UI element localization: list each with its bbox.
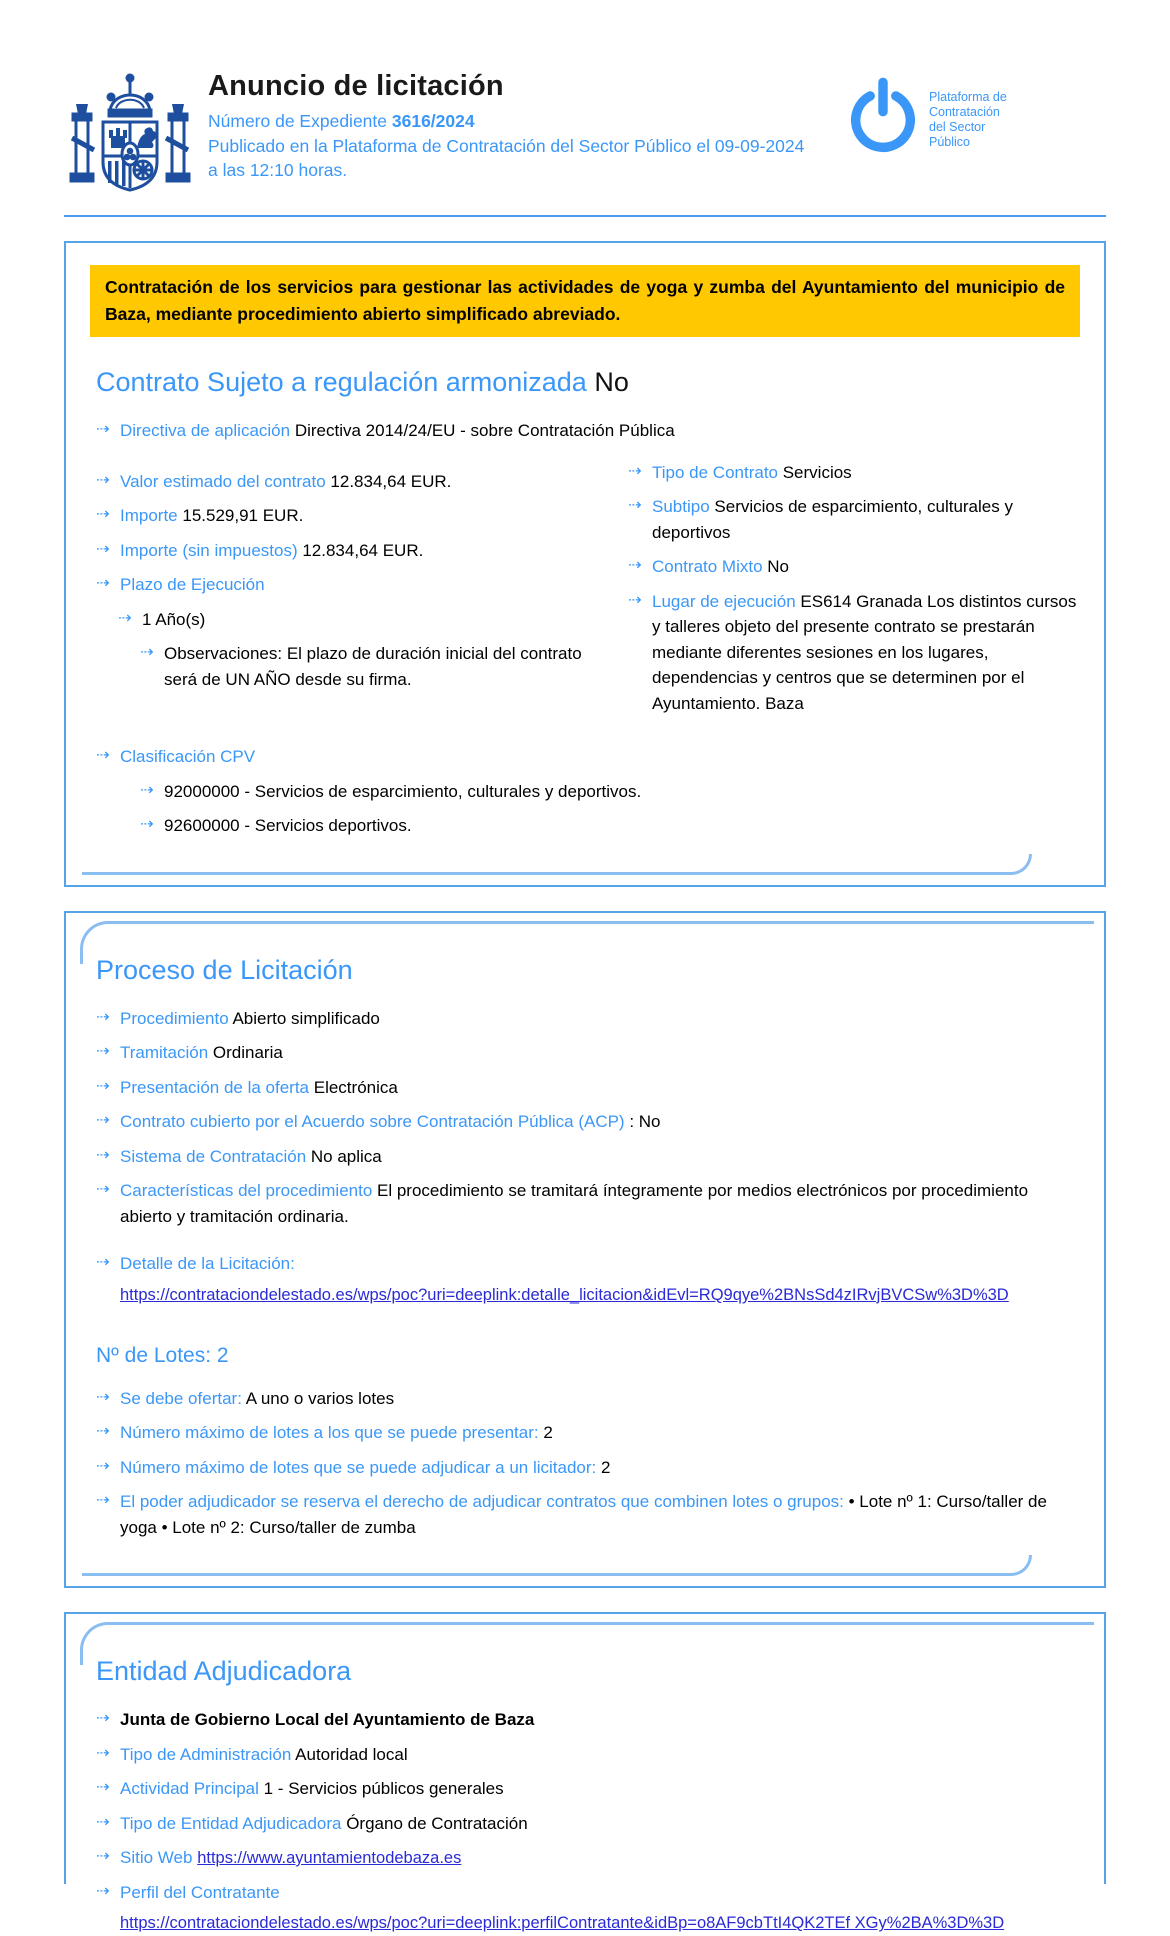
field-value: 2 [538,1423,553,1442]
dashed-arrow-icon: ⇢ [628,497,642,515]
expediente-label: Número de Expediente [208,111,392,131]
field-tipo-administracion [96,1742,1080,1768]
dashed-arrow-icon: ⇢ [96,1112,110,1130]
lotes-heading: Nº de Lotes: 2 [96,1343,229,1367]
document-header [64,0,1106,199]
field-detalle-licitacion [96,1251,1080,1277]
dashed-arrow-icon: ⇢ [96,1813,110,1831]
logo-line: Plataforma de [929,90,1007,104]
power-button-icon [841,76,925,165]
field-value: Órgano de Contratación [341,1813,528,1833]
dashed-arrow-icon: ⇢ [140,781,154,799]
field-lugar-ejecucion [628,589,1080,717]
field-value: 92000000 - Servicios de esparcimiento, culturales y deportivos. [164,781,642,801]
field-value: Servicios [778,462,852,482]
box-corner-decoration [82,1555,1032,1576]
field-value: 12.834,64 EUR. [297,540,424,560]
field-label: Tipo de Administración [120,1744,292,1764]
field-label: Sitio Web [120,1848,193,1867]
field-label: Directiva de aplicación [120,421,291,441]
field-perfil-contratante [96,1880,1080,1906]
field-max-lotes-presentar [96,1420,1080,1446]
dashed-arrow-icon: ⇢ [96,540,110,558]
dashed-arrow-icon: ⇢ [118,609,132,627]
field-value: Electrónica [309,1077,398,1097]
heading-label: Contrato Sujeto a regulación armonizada [96,367,587,398]
cpv-item [140,779,1080,805]
logo-line: del Sector [929,120,986,134]
field-label: Presentación de la oferta [120,1077,310,1097]
logo-line: Público [929,135,970,149]
section-heading-entidad: Entidad Adjudicadora [96,1656,352,1686]
field-value: 2 [596,1457,611,1477]
field-label: Clasificación CPV [120,747,256,767]
dashed-arrow-icon: ⇢ [96,1710,110,1727]
field-tipo-entidad [96,1811,1080,1837]
perfil-contratante-link[interactable]: https://contrataciondelestado.es/wps/poc?uri=deeplink:perfilContratante&idBp=o8AF9cbTtI4QK2TEf XGy%2BA%3D%3D [120,1914,1005,1933]
field-plazo-valor [118,607,604,633]
field-label: Sistema de Contratación [120,1146,307,1166]
field-importe [96,503,604,529]
field-label: Se debe ofertar: [120,1388,242,1408]
field-contrato-mixto [628,554,1080,580]
box-corner-decoration [82,854,1032,875]
detalle-licitacion-link[interactable]: https://contrataciondelestado.es/wps/poc?uri=deeplink:detalle_licitacion&idEvl=RQ9qye%2BNsSd4zIRvjBVCSw%3D%3D [120,1285,1009,1304]
field-se-debe-ofertar [96,1386,1080,1412]
heading-value: No [586,367,629,398]
field-value: Junta de Gobierno Local del Ayuntamiento de Baza [120,1710,535,1729]
field-value: 12.834,64 EUR. [325,471,452,491]
dashed-arrow-icon: ⇢ [628,591,642,609]
field-caracteristicas [96,1178,1080,1229]
field-value: Ordinaria [208,1043,283,1063]
field-label: Lugar de ejecución [652,591,796,611]
field-sistema-contratacion [96,1144,1080,1170]
field-importe-sin-impuestos [96,538,604,564]
field-value: ES614 Granada Los distintos cursos y talleres objeto del presente contrato se prestarán mediante diferentes sesiones en los lugares, dependencias y centros que se determinen por el Ayuntamiento. Baza [652,591,1077,713]
field-combinar-lotes [96,1489,1080,1540]
dashed-arrow-icon: ⇢ [140,816,154,834]
field-label: Número máximo de lotes que se puede adjudicar a un licitador: [120,1457,597,1477]
dashed-arrow-icon: ⇢ [96,1043,110,1061]
section-heading-proceso: Proceso de Licitación [96,954,353,985]
field-label: Contrato cubierto por el Acuerdo sobre Contratación Pública (ACP) [120,1112,625,1132]
contract-object-banner: Contratación de los servicios para gestionar las actividades de yoga y zumba del Ayuntamiento del municipio de Baza, mediante procedimiento abierto simplificado abreviado. [90,265,1080,337]
page-title: Anuncio de licitación [208,70,504,102]
field-value: No aplica [306,1146,382,1166]
placsp-logo-text [925,76,1007,150]
field-sitio-web [96,1845,1080,1871]
placsp-logo [841,64,1106,165]
field-label: Tipo de Entidad Adjudicadora [120,1813,342,1833]
field-value: No [762,557,790,577]
dashed-arrow-icon: ⇢ [628,462,642,480]
cpv-item [140,813,1080,839]
dashed-arrow-icon: ⇢ [96,1388,110,1406]
field-directiva [96,418,1080,444]
field-label: Importe (sin impuestos) [120,540,298,560]
sitio-web-link[interactable]: https://www.ayuntamientodebaza.es [197,1849,462,1867]
field-label: Valor estimado del contrato [120,471,326,491]
expediente-number: 3616/2024 [391,111,475,131]
contrato-right-column [628,460,1080,717]
dashed-arrow-icon: ⇢ [96,747,110,765]
header-titles [200,64,841,183]
field-clasificacion-cpv [96,744,1080,770]
dashed-arrow-icon: ⇢ [96,575,110,593]
dashed-arrow-icon: ⇢ [96,1779,110,1796]
section-entidad [64,1612,1106,1933]
spain-coat-of-arms-icon [64,64,200,199]
dashed-arrow-icon: ⇢ [96,1457,110,1475]
field-subtipo [628,494,1080,545]
field-actividad-principal [96,1776,1080,1802]
field-value: 92600000 - Servicios deportivos. [164,816,412,836]
dashed-arrow-icon: ⇢ [96,1744,110,1762]
section-proceso [64,911,1106,1588]
dashed-arrow-icon: ⇢ [96,506,110,524]
field-label: Actividad Principal [120,1779,259,1798]
dashed-arrow-icon: ⇢ [96,1882,110,1900]
logo-line: Contratación [929,105,1000,119]
dashed-arrow-icon: ⇢ [140,644,154,662]
dashed-arrow-icon: ⇢ [96,1423,110,1440]
field-value: El procedimiento se tramitará íntegramente por medios electrónicos por procedimiento abierto y tramitación ordinaria. [120,1181,1029,1226]
perfil-link-row [96,1911,1080,1936]
field-valor-estimado [96,469,604,495]
field-label: Número máximo de lotes a los que se puede presentar: [120,1423,539,1442]
field-value: 1 - Servicios públicos generales [258,1779,504,1798]
field-value: Directiva 2014/24/EU - sobre Contratación Pública [290,421,675,441]
dashed-arrow-icon: ⇢ [96,1146,110,1164]
field-label: Tramitación [120,1043,209,1063]
field-value: Abierto simplificado [228,1008,380,1028]
expediente-line [208,109,841,134]
field-value: 1 Año(s) [142,609,206,629]
dashed-arrow-icon: ⇢ [96,1181,110,1199]
dashed-arrow-icon: ⇢ [96,471,110,489]
field-value: Observaciones: El plazo de duración inicial del contrato será de UN AÑO desde su firma. [164,644,582,689]
detalle-link-row [96,1283,1080,1308]
field-plazo-ejecucion [96,572,604,598]
published-line-1: Publicado en la Plataforma de Contratación del Sector Público el 09-09-2024 [208,135,805,156]
header-divider [64,215,1106,217]
field-plazo-observaciones [140,641,604,692]
dashed-arrow-icon: ⇢ [96,1008,110,1026]
field-value: : No [624,1112,661,1132]
field-label: Plazo de Ejecución [120,575,265,595]
field-label: Contrato Mixto [652,557,763,577]
contrato-left-column [96,460,628,717]
field-presentacion-oferta [96,1075,1080,1101]
field-label: Detalle de la Licitación: [120,1254,295,1274]
dashed-arrow-icon: ⇢ [96,421,110,439]
field-value: 15.529,91 EUR. [177,506,304,526]
field-organo [96,1707,1080,1733]
dashed-arrow-icon: ⇢ [96,1848,110,1865]
field-label: El poder adjudicador se reserva el derecho de adjudicar contratos que combinen lotes o grupos: [120,1492,844,1511]
field-tipo-contrato [628,460,1080,486]
field-procedimiento [96,1006,1080,1032]
dashed-arrow-icon: ⇢ [96,1254,110,1272]
field-value: Autoridad local [291,1744,408,1764]
published-line-2: a las 12:10 horas. [208,160,348,180]
field-label: Procedimiento [120,1008,229,1028]
field-value: Servicios de esparcimiento, culturales y deportivos [652,497,1013,542]
field-tramitacion [96,1040,1080,1066]
field-value: • Lote nº 1: Curso/taller de yoga • Lote nº 2: Curso/taller de zumba [120,1492,1047,1537]
field-label: Importe [120,506,178,526]
dashed-arrow-icon: ⇢ [96,1492,110,1509]
dashed-arrow-icon: ⇢ [628,557,642,575]
field-acp [96,1109,1080,1135]
field-label: Subtipo [652,497,710,517]
field-label: Tipo de Contrato [652,462,778,482]
cpv-block [96,744,1080,839]
field-label: Características del procedimiento [120,1181,373,1201]
field-value: A uno o varios lotes [241,1388,395,1408]
section-heading-regulacion [96,367,1080,398]
field-label: Perfil del Contratante [120,1882,280,1902]
section-contrato [64,241,1106,887]
field-max-lotes-adjudicar [96,1455,1080,1481]
dashed-arrow-icon: ⇢ [96,1077,110,1095]
